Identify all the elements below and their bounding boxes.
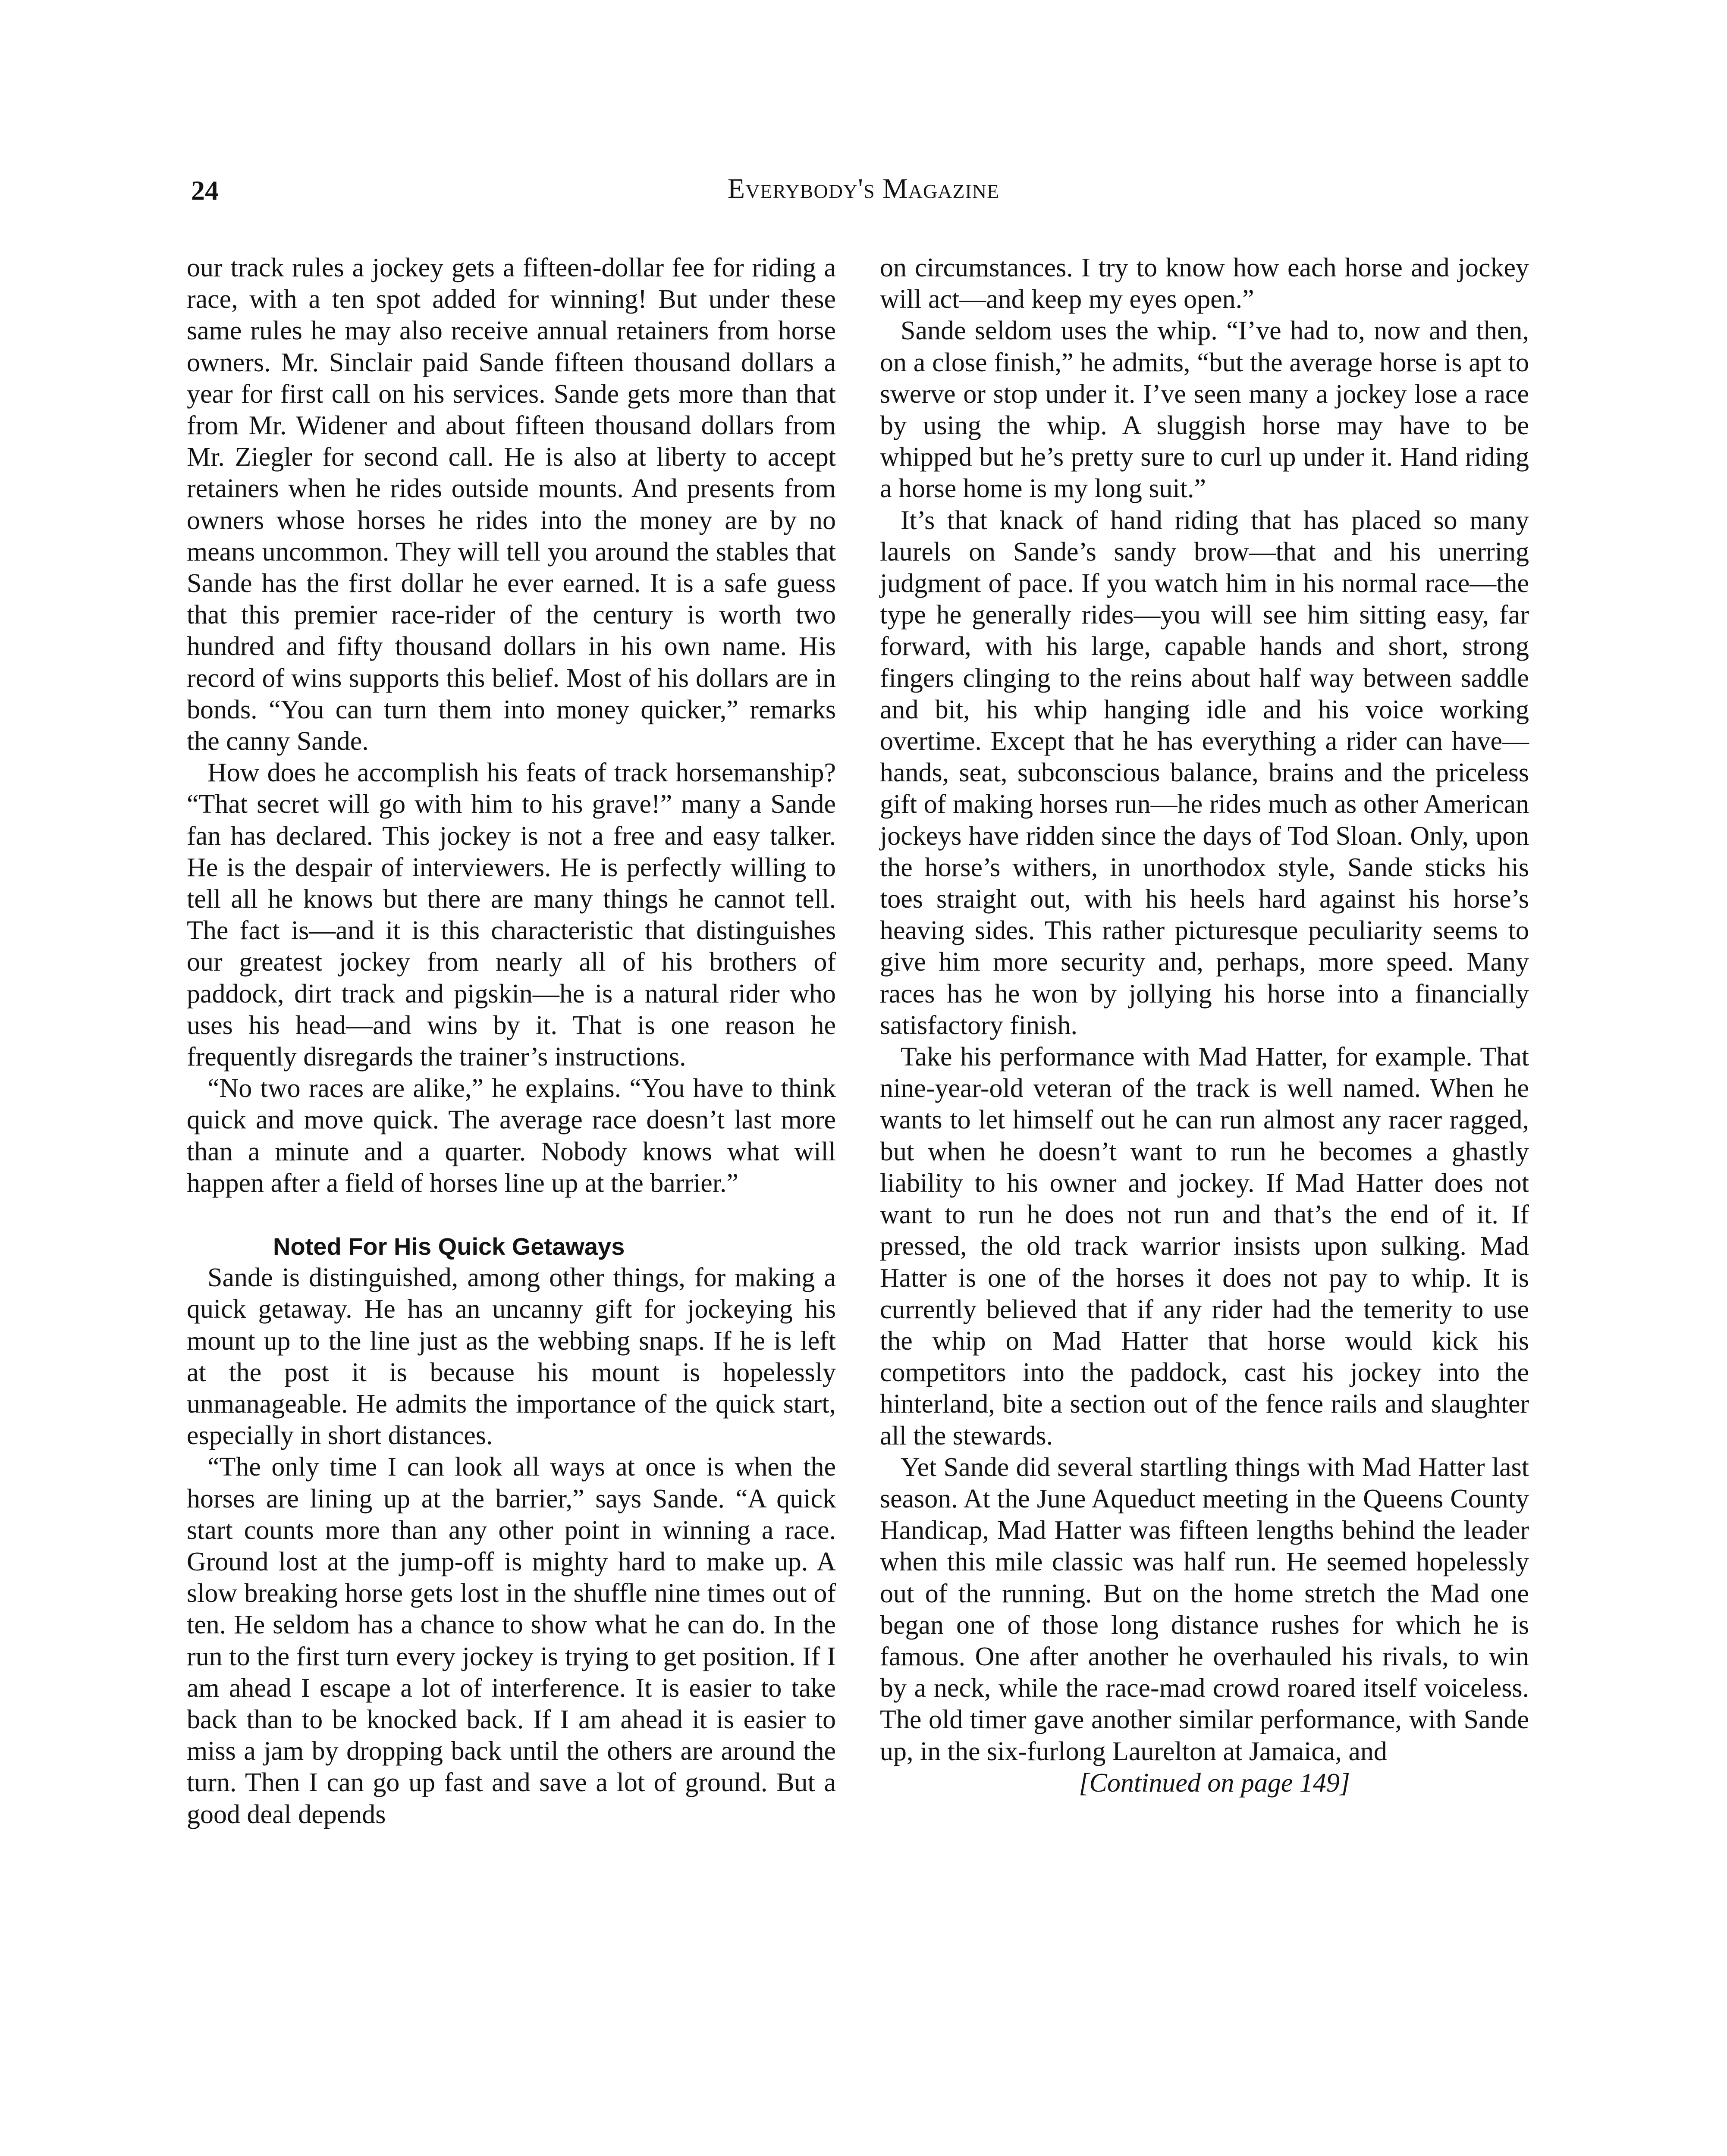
running-head: Everybody's Magazine [727, 173, 1000, 204]
paragraph: “No two races are alike,” he explains. “You have to think quick and move quick. The average race doesn’t last more than a minute and a quarter. Nobody knows what will happen after a field of horses line up at the barrier.” [187, 1074, 836, 1198]
left-column [187, 252, 836, 1830]
section-subhead: Noted For His Quick Getaways [273, 1233, 625, 1260]
continued-note: [Continued on page 149] [1079, 1768, 1350, 1798]
paragraph: Take his performance with Mad Hatter, for example. That nine-year-old veteran of the track is well named. When he wants to let himself out he can run almost any racer ragged, but when he doesn’t want to run he becomes a ghastly liability to his owner and jockey. If Mad Hatter does not want to run he does not run and that’s the end of it. If pressed, the old track warrior insists upon sulking. Mad Hatter is one of the horses it does not pay to whip. It is currently believed that if any rider had the temerity to use the whip on Mad Hatter that horse would kick his competitors into the paddock, cast his jockey into the hinterland, bite a section out of the fence rails and slaughter all the stewards. [880, 1042, 1529, 1451]
right-column [880, 252, 1529, 1799]
paragraph: Sande is distinguished, among other things, for making a quick getaway. He has an uncanny gift for jockeying his mount up to the line just as the webbing snaps. If he is left at the post it is because his mount is hopelessly unmanageable. He admits the importance of the quick start, especially in short distances. [187, 1263, 836, 1451]
paragraph: our track rules a jockey gets a fifteen-dollar fee for riding a race, with a ten spot added for winning! But under these same rules he may also receive annual retainers from horse owners. Mr. Sinclair paid Sande fifteen thousand dollars a year for first call on his services. Sande gets more than that from Mr. Widener and about fifteen thousand dollars from Mr. Ziegler for second call. He is also at liberty to accept retainers when he rides outside mounts. And presents from owners whose horses he rides into the money are by no means uncommon. They will tell you around the stables that Sande has the first dollar he ever earned. It is a safe guess that this premier race-rider of the century is worth two hundred and fifty thousand dollars in his own name. His record of wins supports this belief. Most of his dollars are in bonds. “You can turn them into money quicker,” remarks the canny Sande. [187, 253, 836, 756]
paragraph: “The only time I can look all ways at once is when the horses are lining up at the barrier,” says Sande. “A quick start counts more than any other point in winning a race. Ground lost at the jump-off is mighty hard to make up. A slow breaking horse gets lost in the shuffle nine times out of ten. He seldom has a chance to show what he can do. In the run to the first turn every jockey is trying to get position. If I am ahead I escape a lot of interference. It is easier to take back than to be knocked back. If I am ahead it is easier to miss a jam by dropping back until the others are around the turn. Then I can go up fast and save a lot of ground. But a good deal depends [187, 1452, 836, 1829]
paragraph: Yet Sande did several startling things with Mad Hatter last season. At the June Aqueduct meeting in the Queens County Handicap, Mad Hatter was fifteen lengths behind the leader when this mile classic was half run. He seemed hopelessly out of the running. But on the home stretch the Mad one began one of those long distance rushes for which he is famous. One after another he overhauled his rivals, to win by a neck, while the race-mad crowd roared itself voiceless. The old timer gave another similar performance, with Sande up, in the six-furlong Laurelton at Jamaica, and [880, 1452, 1529, 1766]
paragraph: Sande seldom uses the whip. “I’ve had to, now and then, on a close finish,” he admits, “but the average horse is apt to swerve or stop under it. I’ve seen many a jockey lose a race by using the whip. A sluggish horse may have to be whipped but he’s pretty sure to curl up under it. Hand riding a horse home is my long suit.” [880, 316, 1529, 504]
page-number: 24 [191, 175, 219, 206]
paragraph: How does he accomplish his feats of track horsemanship? “That secret will go with him to his grave!” many a Sande fan has declared. This jockey is not a free and easy talker. He is the despair of interviewers. He is perfectly willing to tell all he knows but there are many things he cannot tell. The fact is—and it is this characteristic that distinguishes our greatest jockey from nearly all of his brothers of paddock, dirt track and pigskin—he is a natural rider who uses his head—and wins by it. That is one reason he frequently disregards the trainer’s instructions. [187, 758, 836, 1072]
paragraph: on circumstances. I try to know how each horse and jockey will act—and keep my eyes open.” [880, 253, 1529, 314]
paragraph: It’s that knack of hand riding that has placed so many laurels on Sande’s sandy brow—that and his unerring judgment of pace. If you watch him in his normal race—the type he generally rides—you will see him sitting easy, far forward, with his large, capable hands and short, strong fingers clinging to the reins about half way between saddle and bit, his whip hanging idle and his voice working overtime. Except that he has everything a rider can have—hands, seat, subconscious balance, brains and the priceless gift of making horses run—he rides much as other American jockeys have ridden since the days of Tod Sloan. Only, upon the horse’s withers, in unorthodox style, Sande sticks his toes straight out, with his heels hard against his horse’s heaving sides. This rather picturesque peculiarity seems to give him more security and, perhaps, more speed. Many races has he won by jollying his horse into a financially satisfactory finish. [880, 505, 1529, 1040]
